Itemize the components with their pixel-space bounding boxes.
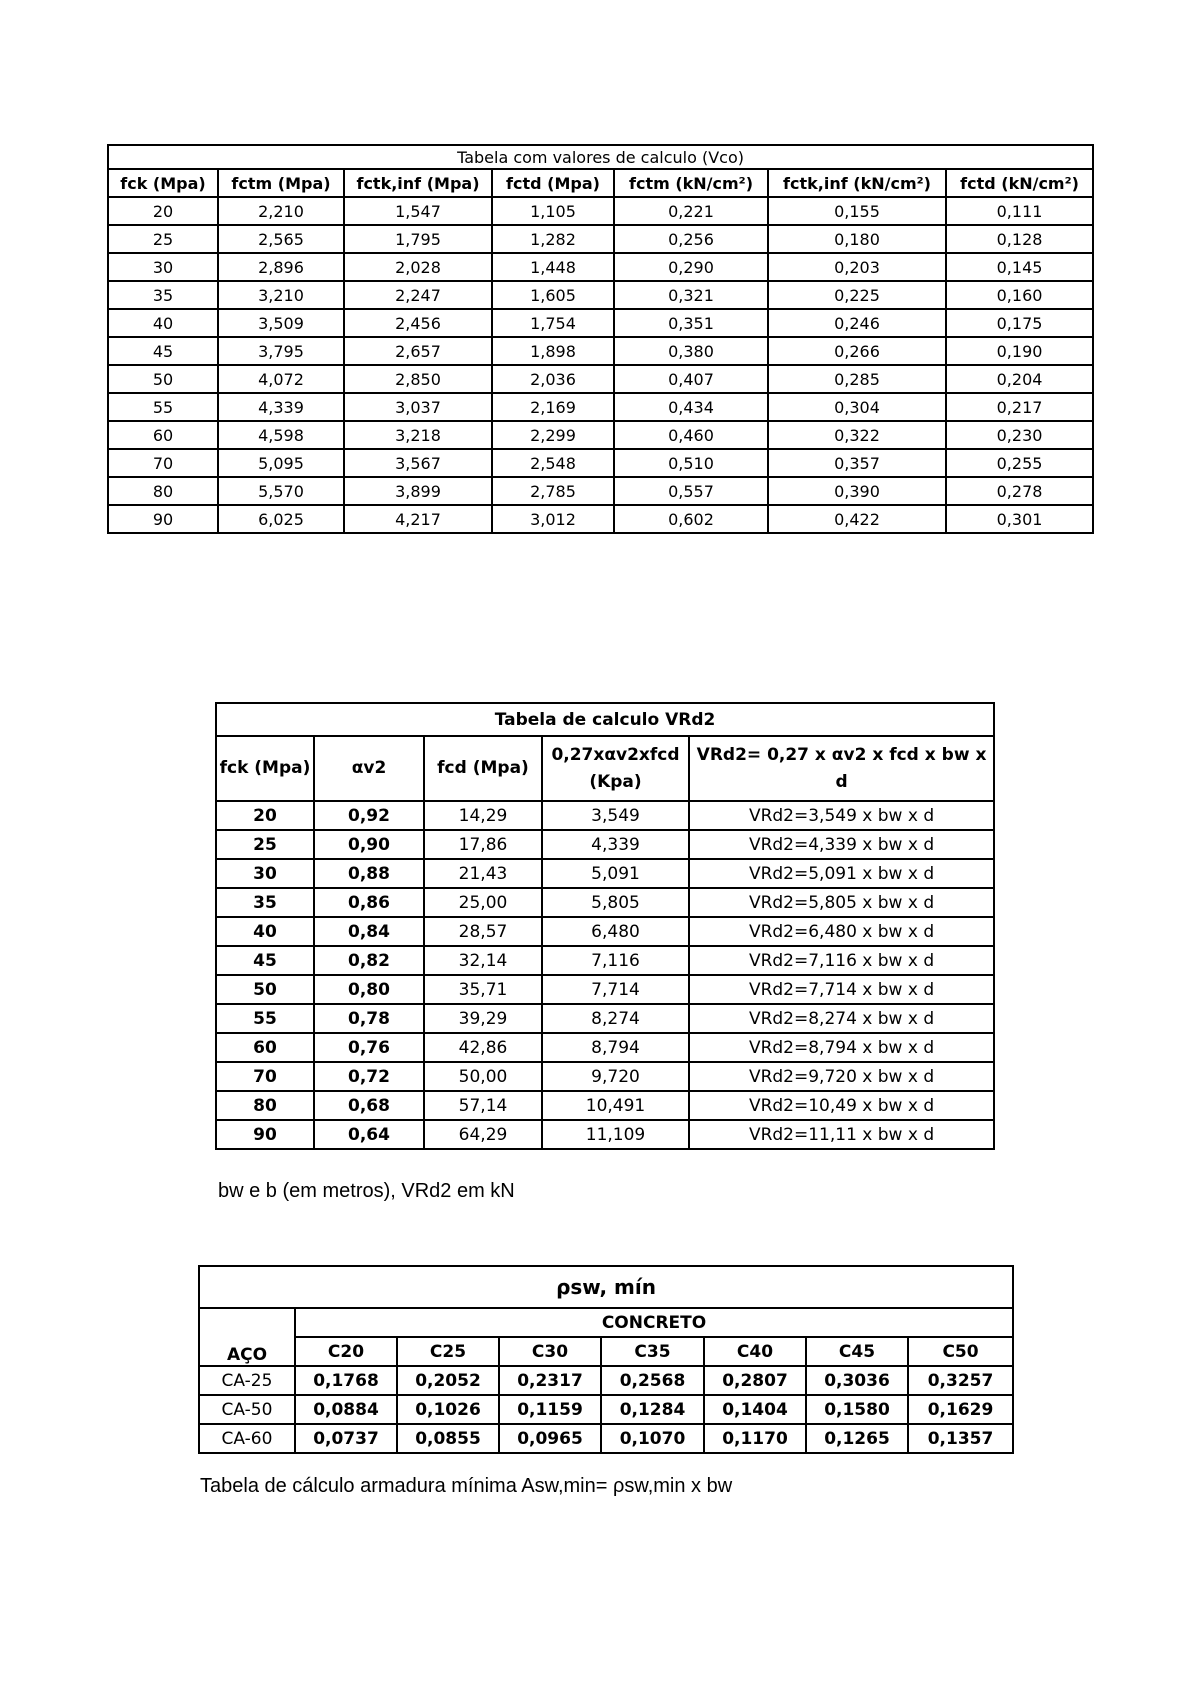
table-cell: CA-50 [199, 1395, 295, 1424]
table-cell: 0,1070 [601, 1424, 704, 1453]
table-cell: 20 [216, 801, 314, 830]
table-row [108, 337, 1093, 365]
table-cell: 0,180 [768, 225, 946, 253]
table-cell: 0,1629 [908, 1395, 1013, 1424]
table-cell: 80 [108, 477, 218, 505]
table-cell: 1,795 [344, 225, 492, 253]
table-cell: 1,754 [492, 309, 614, 337]
table-cell: 45 [108, 337, 218, 365]
table-cell: 0,3257 [908, 1366, 1013, 1395]
table-cell: 0,246 [768, 309, 946, 337]
table-cell: 55 [216, 1004, 314, 1033]
table-cell: VRd2=9,720 x bw x d [689, 1062, 994, 1091]
column-header: fctm (Mpa) [218, 169, 344, 197]
table-cell: VRd2=10,49 x bw x d [689, 1091, 994, 1120]
table-cell: 0,256 [614, 225, 768, 253]
table-cell: 2,299 [492, 421, 614, 449]
table-cell: 0,434 [614, 393, 768, 421]
table-row [216, 1062, 994, 1091]
table-cell: VRd2=5,805 x bw x d [689, 888, 994, 917]
table-cell: 0,145 [946, 253, 1093, 281]
table-cell: 0,407 [614, 365, 768, 393]
table-cell: VRd2=7,714 x bw x d [689, 975, 994, 1004]
table-cell: 0,266 [768, 337, 946, 365]
table-row [108, 197, 1093, 225]
column-header: C45 [806, 1337, 908, 1366]
table-cell: 0,2568 [601, 1366, 704, 1395]
table-cell: 0,285 [768, 365, 946, 393]
concreto-group-row [199, 1308, 1013, 1337]
table-cell: 50 [108, 365, 218, 393]
table-row [199, 1366, 1013, 1395]
table-cell: 39,29 [424, 1004, 542, 1033]
table-row [199, 1424, 1013, 1453]
table-cell: 0,1404 [704, 1395, 806, 1424]
table-cell: 2,210 [218, 197, 344, 225]
table-cell: 11,109 [542, 1120, 689, 1149]
table-row [216, 917, 994, 946]
table-cell: 0,64 [314, 1120, 424, 1149]
table-cell: 30 [216, 859, 314, 888]
table-cell: VRd2=11,11 x bw x d [689, 1120, 994, 1149]
table-cell: 3,567 [344, 449, 492, 477]
table-cell: 0,84 [314, 917, 424, 946]
column-header: fctk,inf (Mpa) [344, 169, 492, 197]
table-cell: 2,548 [492, 449, 614, 477]
table-cell: 0,0884 [295, 1395, 397, 1424]
table-cell: 4,072 [218, 365, 344, 393]
table-cell: 2,028 [344, 253, 492, 281]
table-cell: VRd2=8,274 x bw x d [689, 1004, 994, 1033]
table-cell: VRd2=8,794 x bw x d [689, 1033, 994, 1062]
table-cell: 20 [108, 197, 218, 225]
table-cell: 14,29 [424, 801, 542, 830]
table-cell: 2,169 [492, 393, 614, 421]
table-cell: 57,14 [424, 1091, 542, 1120]
table-cell: 25 [216, 830, 314, 859]
table-cell: 0,92 [314, 801, 424, 830]
table-cell: 0,203 [768, 253, 946, 281]
table-cell: 0,380 [614, 337, 768, 365]
table-cell: 55 [108, 393, 218, 421]
vco-table-body [108, 145, 1093, 533]
table-cell: 2,247 [344, 281, 492, 309]
table-cell: 0,557 [614, 477, 768, 505]
table-cell: 0,255 [946, 449, 1093, 477]
table-cell: 2,036 [492, 365, 614, 393]
table-cell: 50,00 [424, 1062, 542, 1091]
table-cell: 3,549 [542, 801, 689, 830]
table-row [108, 253, 1093, 281]
table-cell: VRd2=7,116 x bw x d [689, 946, 994, 975]
table-cell: 0,155 [768, 197, 946, 225]
vrd2-table-body [216, 703, 994, 1149]
table-cell: 0,82 [314, 946, 424, 975]
column-header: fctm (kN/cm²) [614, 169, 768, 197]
table-title-row [108, 145, 1093, 169]
aco-header: AÇO [199, 1308, 295, 1366]
table-cell: 64,29 [424, 1120, 542, 1149]
table-cell: 2,785 [492, 477, 614, 505]
table-cell: 0,217 [946, 393, 1093, 421]
table-cell: 1,547 [344, 197, 492, 225]
table-cell: 30 [108, 253, 218, 281]
table-title-row [199, 1266, 1013, 1308]
table-cell: VRd2=5,091 x bw x d [689, 859, 994, 888]
table-cell: 90 [108, 505, 218, 533]
table-header-row [199, 1337, 1013, 1366]
table-cell: 70 [216, 1062, 314, 1091]
table-cell: 0,1357 [908, 1424, 1013, 1453]
table-cell: 7,116 [542, 946, 689, 975]
table-cell: 3,037 [344, 393, 492, 421]
table-cell: 1,605 [492, 281, 614, 309]
table-row [108, 281, 1093, 309]
table-cell: 4,339 [218, 393, 344, 421]
table-cell: 0,72 [314, 1062, 424, 1091]
table-row [108, 477, 1093, 505]
table-cell: 4,339 [542, 830, 689, 859]
table-cell: 0,321 [614, 281, 768, 309]
table-cell: 35 [108, 281, 218, 309]
vco-table-title: Tabela com valores de calculo (Vco) [108, 145, 1093, 169]
table-cell: 5,805 [542, 888, 689, 917]
concreto-header: CONCRETO [295, 1308, 1013, 1337]
table-row [216, 888, 994, 917]
table-cell: 4,598 [218, 421, 344, 449]
table-cell: 6,480 [542, 917, 689, 946]
vco-table [107, 144, 1094, 534]
table-cell: 32,14 [424, 946, 542, 975]
table-row [216, 1033, 994, 1062]
table-cell: 50 [216, 975, 314, 1004]
table-row [216, 946, 994, 975]
table-cell: CA-25 [199, 1366, 295, 1395]
table-cell: 80 [216, 1091, 314, 1120]
table-row [216, 859, 994, 888]
column-header: C50 [908, 1337, 1013, 1366]
table-cell: 0,204 [946, 365, 1093, 393]
table-cell: 0,1159 [499, 1395, 601, 1424]
column-header: fctd (kN/cm²) [946, 169, 1093, 197]
table-cell: 42,86 [424, 1033, 542, 1062]
table-cell: 0,351 [614, 309, 768, 337]
table-cell: 0,111 [946, 197, 1093, 225]
table-cell: 0,278 [946, 477, 1093, 505]
table-cell: 0,290 [614, 253, 768, 281]
table-cell: 2,657 [344, 337, 492, 365]
table-cell: 0,301 [946, 505, 1093, 533]
table-cell: 25 [108, 225, 218, 253]
table-cell: 1,448 [492, 253, 614, 281]
table-cell: 3,899 [344, 477, 492, 505]
table-cell: 0,0855 [397, 1424, 499, 1453]
table-cell: 3,218 [344, 421, 492, 449]
table-cell: 0,68 [314, 1091, 424, 1120]
table-cell: 21,43 [424, 859, 542, 888]
table-header-row [216, 736, 994, 801]
table-cell: VRd2=3,549 x bw x d [689, 801, 994, 830]
table-cell: 0,1170 [704, 1424, 806, 1453]
table-row [108, 421, 1093, 449]
rho-sw-min-table [198, 1265, 1014, 1454]
table-cell: 7,714 [542, 975, 689, 1004]
column-header: fctd (Mpa) [492, 169, 614, 197]
table-cell: 0,230 [946, 421, 1093, 449]
table-cell: 0,1768 [295, 1366, 397, 1395]
table-cell: 0,1265 [806, 1424, 908, 1453]
table-cell: 0,357 [768, 449, 946, 477]
table-cell: 0,0737 [295, 1424, 397, 1453]
table-cell: 0,1026 [397, 1395, 499, 1424]
table-row [108, 393, 1093, 421]
table-cell: 5,570 [218, 477, 344, 505]
table-cell: 17,86 [424, 830, 542, 859]
table-cell: 0,88 [314, 859, 424, 888]
vrd2-table [215, 702, 995, 1150]
table-cell: 3,795 [218, 337, 344, 365]
table-cell: 2,850 [344, 365, 492, 393]
table-cell: 0,460 [614, 421, 768, 449]
table-cell: 8,274 [542, 1004, 689, 1033]
table-row [108, 225, 1093, 253]
table-cell: 2,565 [218, 225, 344, 253]
table-cell: 4,217 [344, 505, 492, 533]
column-header: fctk,inf (kN/cm²) [768, 169, 946, 197]
table-cell: 0,86 [314, 888, 424, 917]
table-cell: 10,491 [542, 1091, 689, 1120]
table-row [216, 975, 994, 1004]
table-row [199, 1395, 1013, 1424]
rho-table-body [199, 1266, 1013, 1453]
rho-note: Tabela de cálculo armadura mínima Asw,min= ρsw,min x bw [200, 1475, 733, 1497]
table-cell: 0,2807 [704, 1366, 806, 1395]
table-row [216, 830, 994, 859]
table-cell: 8,794 [542, 1033, 689, 1062]
column-header: VRd2= 0,27 x αv2 x fcd x bw x d [689, 736, 994, 801]
column-header: C40 [704, 1337, 806, 1366]
table-cell: 5,095 [218, 449, 344, 477]
table-cell: 1,282 [492, 225, 614, 253]
table-cell: 3,210 [218, 281, 344, 309]
table-cell: 60 [108, 421, 218, 449]
column-header: C20 [295, 1337, 397, 1366]
table-row [108, 365, 1093, 393]
table-cell: 3,012 [492, 505, 614, 533]
table-cell: 0,128 [946, 225, 1093, 253]
table-row [108, 309, 1093, 337]
table-cell: 0,90 [314, 830, 424, 859]
table-cell: 0,175 [946, 309, 1093, 337]
table-row [108, 449, 1093, 477]
table-cell: CA-60 [199, 1424, 295, 1453]
column-header: C25 [397, 1337, 499, 1366]
table-cell: 0,80 [314, 975, 424, 1004]
table-cell: 35 [216, 888, 314, 917]
table-cell: 35,71 [424, 975, 542, 1004]
table-cell: 0,2052 [397, 1366, 499, 1395]
table-cell: 3,509 [218, 309, 344, 337]
table-cell: 5,091 [542, 859, 689, 888]
column-header: fck (Mpa) [108, 169, 218, 197]
column-header: fck (Mpa) [216, 736, 314, 801]
table-cell: VRd2=6,480 x bw x d [689, 917, 994, 946]
table-cell: 0,422 [768, 505, 946, 533]
table-cell: 0,510 [614, 449, 768, 477]
table-row [216, 1120, 994, 1149]
table-row [108, 505, 1093, 533]
table-cell: 0,221 [614, 197, 768, 225]
table-cell: 9,720 [542, 1062, 689, 1091]
column-header: C35 [601, 1337, 704, 1366]
table-header-row [108, 169, 1093, 197]
vrd2-note: bw e b (em metros), VRd2 em kN [218, 1180, 515, 1202]
table-row [216, 1091, 994, 1120]
table-cell: 0,2317 [499, 1366, 601, 1395]
table-cell: 1,105 [492, 197, 614, 225]
table-cell: 0,602 [614, 505, 768, 533]
column-header: C30 [499, 1337, 601, 1366]
column-header: fcd (Mpa) [424, 736, 542, 801]
column-header: 0,27xαv2xfcd (Kpa) [542, 736, 689, 801]
table-cell: 0,76 [314, 1033, 424, 1062]
table-cell: 40 [216, 917, 314, 946]
table-cell: 0,390 [768, 477, 946, 505]
table-cell: 60 [216, 1033, 314, 1062]
table-title-row [216, 703, 994, 736]
table-cell: VRd2=4,339 x bw x d [689, 830, 994, 859]
table-cell: 0,0965 [499, 1424, 601, 1453]
table-cell: 0,1580 [806, 1395, 908, 1424]
table-row [216, 801, 994, 830]
table-cell: 70 [108, 449, 218, 477]
table-cell: 0,190 [946, 337, 1093, 365]
table-cell: 1,898 [492, 337, 614, 365]
table-cell: 2,456 [344, 309, 492, 337]
column-header: αv2 [314, 736, 424, 801]
table-cell: 40 [108, 309, 218, 337]
table-cell: 45 [216, 946, 314, 975]
table-row [216, 1004, 994, 1033]
table-cell: 0,304 [768, 393, 946, 421]
table-cell: 0,78 [314, 1004, 424, 1033]
table-cell: 25,00 [424, 888, 542, 917]
table-cell: 2,896 [218, 253, 344, 281]
table-cell: 90 [216, 1120, 314, 1149]
table-cell: 0,160 [946, 281, 1093, 309]
table-cell: 0,3036 [806, 1366, 908, 1395]
table-cell: 0,225 [768, 281, 946, 309]
table-cell: 28,57 [424, 917, 542, 946]
table-cell: 0,1284 [601, 1395, 704, 1424]
rho-table-title: ρsw, mín [199, 1266, 1013, 1308]
table-cell: 6,025 [218, 505, 344, 533]
vrd2-table-title: Tabela de calculo VRd2 [216, 703, 994, 736]
table-cell: 0,322 [768, 421, 946, 449]
